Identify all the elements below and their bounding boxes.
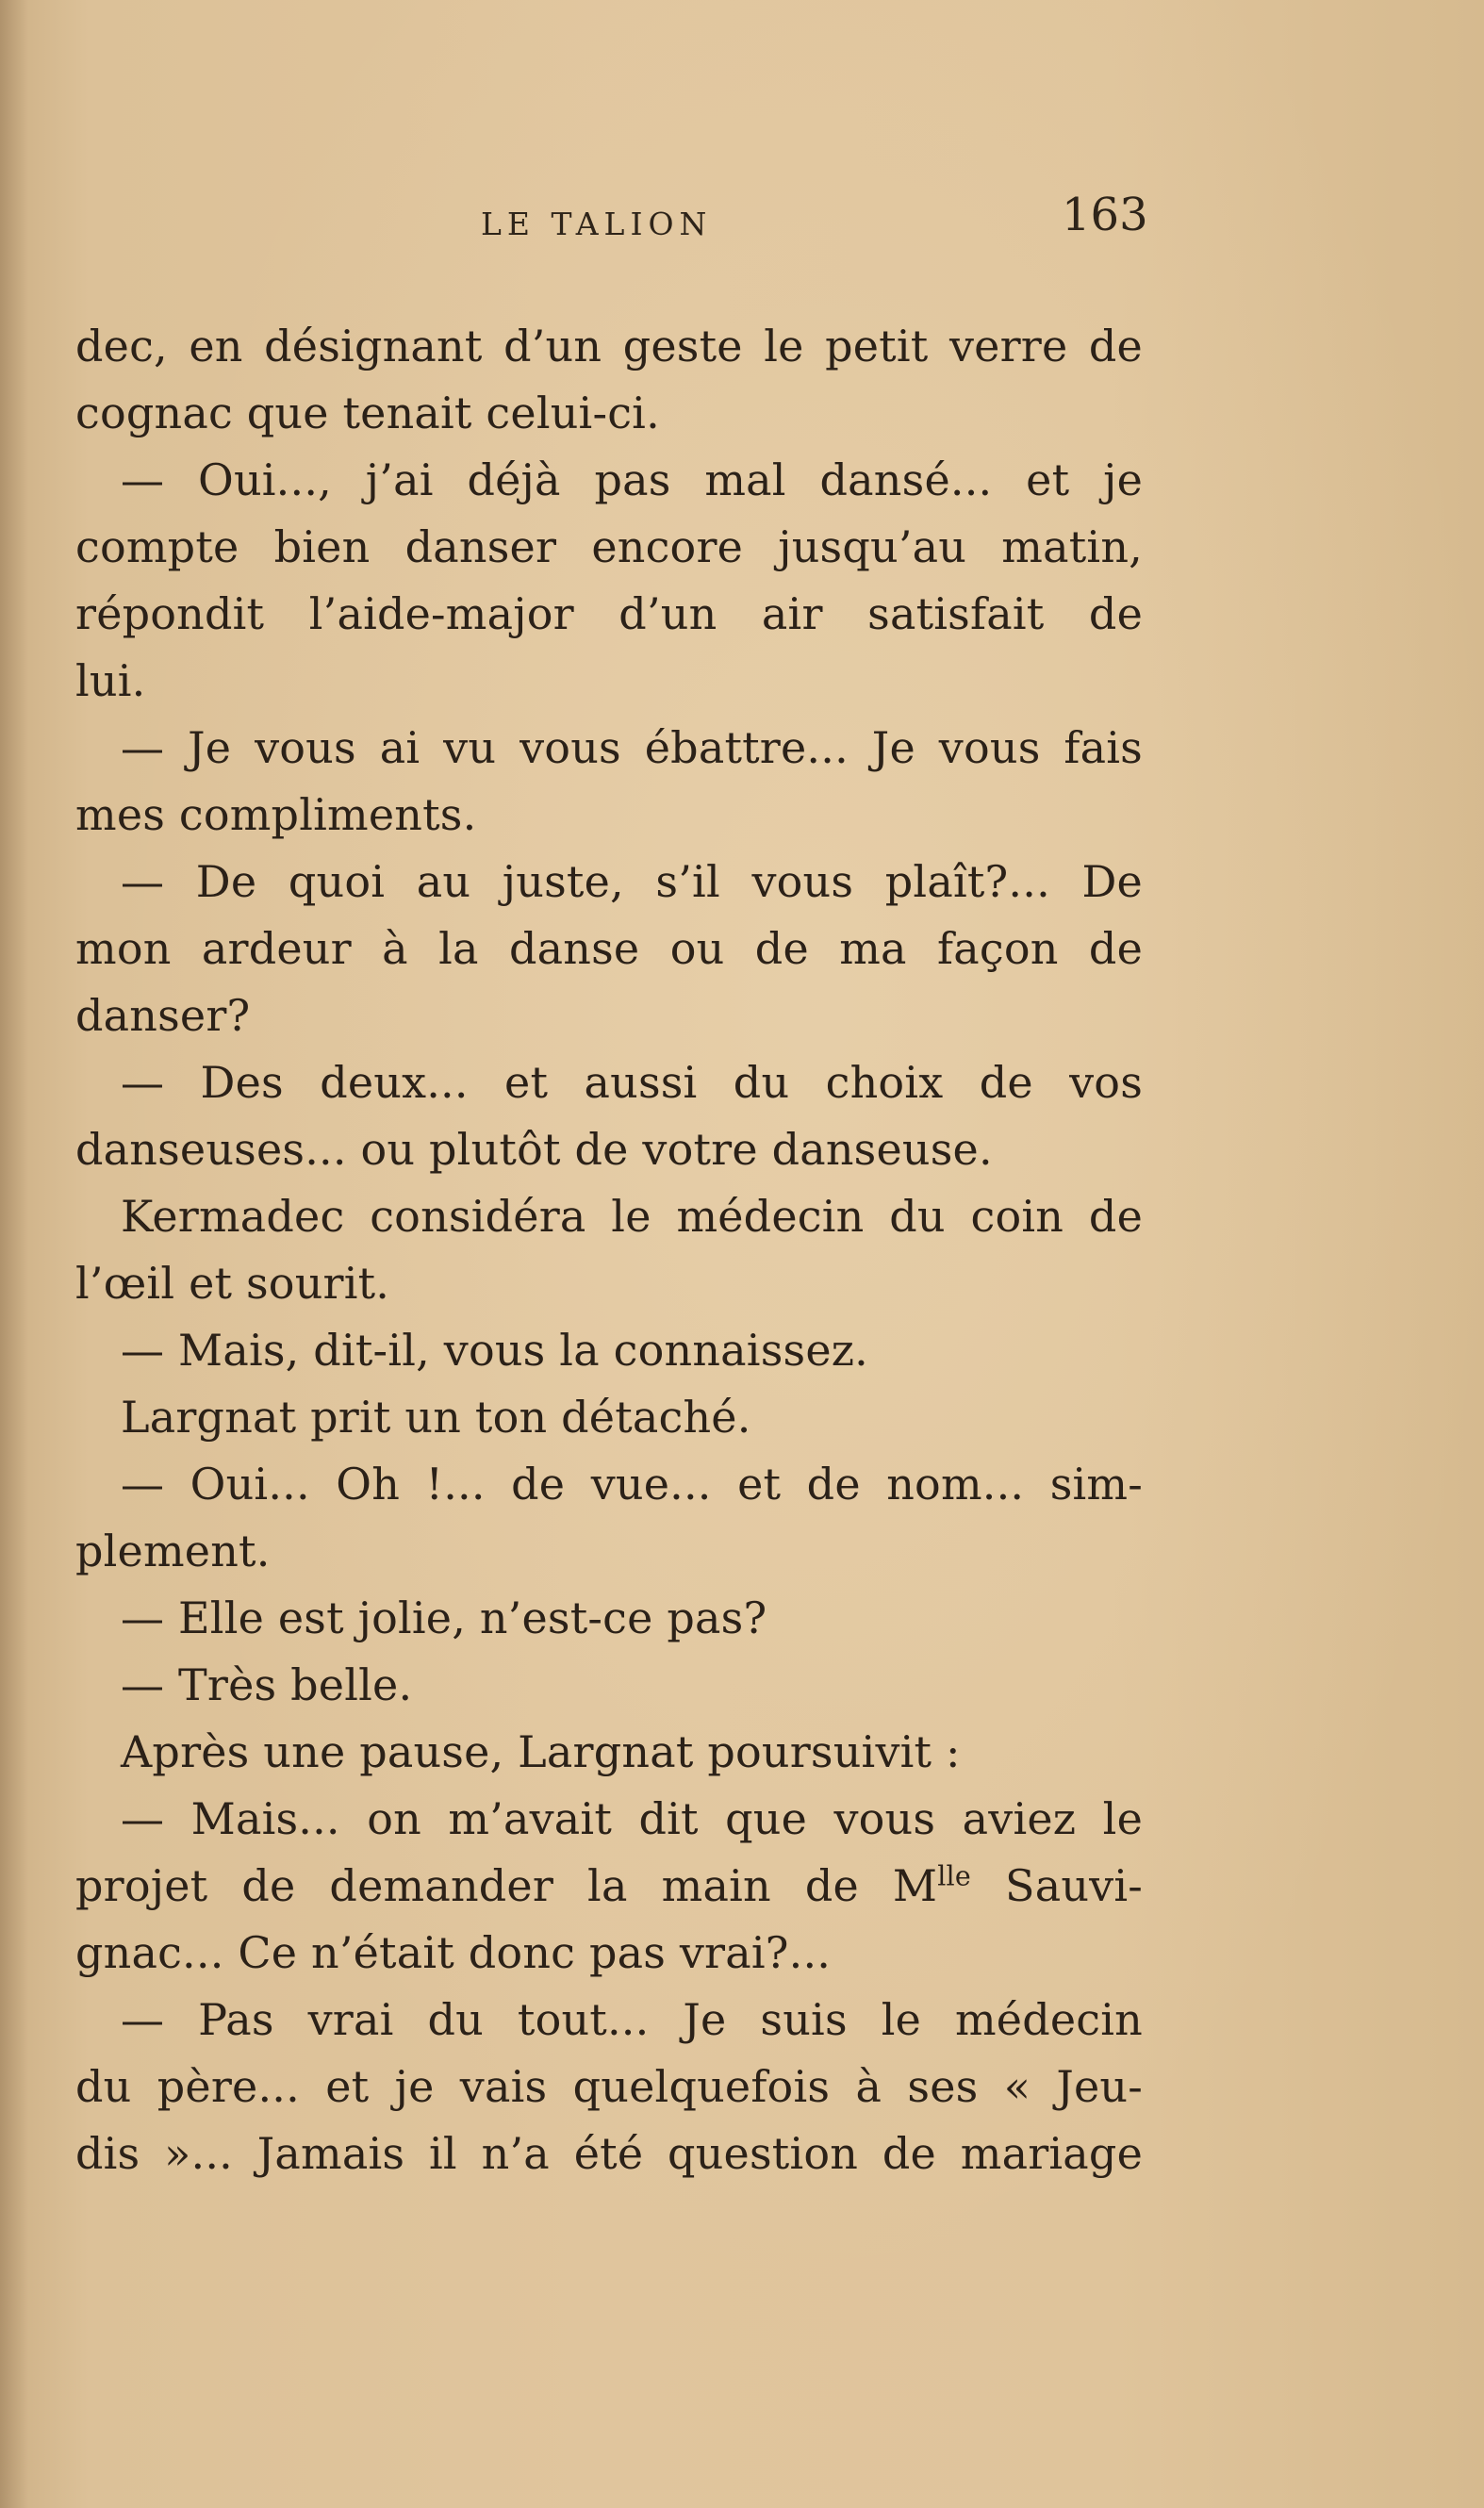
text-line: Kermadec considéra le médecin du coin de [121, 1191, 1143, 1242]
text-line: lui. [75, 655, 146, 706]
text-line: — Oui..., j’ai déjà pas mal dansé... et je [121, 454, 1143, 505]
text-line: Après une pause, Largnat poursuivit : [121, 1726, 961, 1777]
page-number: 163 [1062, 189, 1148, 241]
text-line: — Elle est jolie, n’est-ce pas? [121, 1592, 767, 1643]
text-line: — Je vous ai vu vous ébattre... Je vous fais [121, 722, 1143, 773]
text-line: gnac... Ce n’était donc pas vrai?... [75, 1927, 832, 1978]
text-line: projet de demander la main de $M^{lle}$ Sauvi- [75, 1860, 1143, 1911]
text-line: plement. [75, 1526, 271, 1576]
running-title: LE TALION [481, 206, 713, 242]
text-line: dec, en désignant d’un geste le petit verre de [75, 321, 1143, 371]
text-line: Largnat prit un ton détaché. [121, 1392, 751, 1443]
text-line: du père... et je vais quelquefois à ses « Jeu- [75, 2061, 1143, 2112]
text-line: — Mais... on m’avait dit que vous aviez le [121, 1793, 1143, 1844]
text-line: — Oui... Oh !... de vue... et de nom... sim- [121, 1459, 1143, 1510]
text-line: mon ardeur à la danse ou de ma façon de [75, 923, 1143, 974]
text-line: — Très belle. [121, 1659, 413, 1710]
text-line: danseuses... ou plutôt de votre danseuse. [75, 1124, 993, 1175]
text-line: danser? [75, 990, 251, 1041]
text-line: dis »... Jamais il n’a été question de mariage [75, 2128, 1143, 2179]
text-line: répondit l’aide-major d’un air satisfait de [75, 588, 1143, 639]
text-line: — Mais, dit-il, vous la connaissez. [121, 1325, 868, 1376]
body-text [75, 313, 1143, 2187]
text-line: — Des deux... et aussi du choix de vos [121, 1057, 1143, 1108]
text-line: mes compliments. [75, 789, 477, 840]
binding-shadow [0, 0, 28, 2508]
text-line: cognac que tenait celui-ci. [75, 388, 660, 438]
text-line: compte bien danser encore jusqu’au matin, [75, 521, 1143, 572]
text-line: — De quoi au juste, s’il vous plaît?... De [121, 856, 1143, 907]
text-line: l’œil et sourit. [75, 1258, 390, 1309]
text-line: — Pas vrai du tout... Je suis le médecin [121, 1994, 1143, 2045]
superscript-abbreviation: lle [937, 1860, 971, 1892]
